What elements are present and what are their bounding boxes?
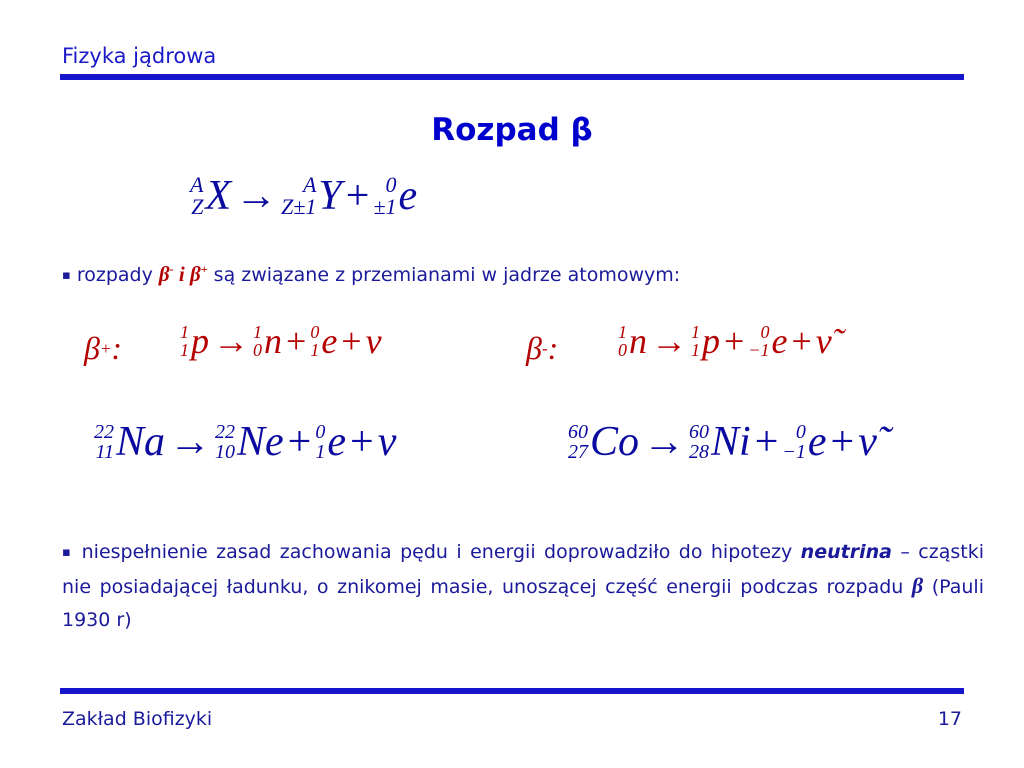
arrow: →	[643, 419, 686, 465]
particle-electron	[748, 320, 787, 362]
atomic-number: Z	[191, 194, 204, 219]
arrow: →	[651, 321, 687, 361]
beta-sign: -	[169, 262, 174, 276]
beta-symbol: β	[158, 262, 170, 286]
atomic-number: −1	[748, 340, 770, 360]
mass-number: 22	[94, 421, 114, 443]
beta-symbol: β	[526, 330, 542, 366]
element-symbol: X	[205, 173, 232, 219]
mass-number: 22	[215, 421, 236, 443]
plus-sign: +	[286, 321, 307, 361]
particle-symbol: p	[702, 321, 720, 361]
atomic-number: 0	[618, 340, 627, 360]
atomic-number: 1	[180, 340, 189, 360]
element-symbol: Co	[590, 419, 640, 465]
nuclide-co	[568, 418, 639, 466]
neutrino-symbol: ν	[365, 321, 382, 361]
particle-symbol: e	[398, 173, 418, 219]
footer-divider	[60, 688, 964, 694]
particle-electron	[782, 418, 826, 466]
plus-sign: +	[724, 321, 745, 361]
bullet-text: rozpady	[76, 264, 159, 286]
element-symbol: Ni	[711, 419, 751, 465]
colon: :	[111, 330, 123, 366]
particle-positron	[315, 418, 346, 466]
atomic-number: −1	[782, 441, 806, 463]
atomic-number: 0	[253, 340, 262, 360]
plus-sign: +	[791, 321, 812, 361]
beta-minus-label	[526, 330, 558, 367]
atomic-number: 1	[691, 340, 700, 360]
beta-symbol: β	[190, 262, 201, 286]
nuclide-neutron	[618, 320, 647, 362]
beta-plus-label	[84, 330, 122, 367]
mass-number: 1	[618, 322, 627, 342]
beta-sign: +	[200, 262, 208, 276]
atomic-number: 11	[95, 441, 114, 463]
particle-symbol: e	[321, 321, 338, 361]
cobalt-decay-equation	[568, 418, 877, 466]
bullet-marker: ▪	[62, 268, 71, 283]
particle-symbol: n	[264, 321, 282, 361]
general-equation	[190, 172, 417, 220]
atomic-number: 1	[310, 340, 320, 360]
plus-sign: +	[345, 173, 370, 219]
element-symbol: Y	[318, 173, 342, 219]
paragraph-text: niespełnienie zasad zachowania pędu i energii doprowadziło do hipotezy	[81, 541, 801, 563]
mass-number: A	[190, 172, 204, 197]
colon: :	[547, 330, 559, 366]
header-divider	[60, 74, 964, 80]
mass-number: 0	[795, 421, 806, 443]
plus-sign: +	[350, 419, 374, 465]
neutrino-term: neutrina	[800, 541, 892, 563]
atomic-number: Z±1	[281, 194, 317, 219]
atomic-number: 1	[315, 441, 326, 463]
antineutrino-symbol: ν̃	[815, 321, 832, 361]
slide-title: Rozpad β	[431, 112, 593, 148]
paragraph-text: – cząstki nie posiadającej ładunku, o znikomej masie, unoszącej część energii podczas rozpadu	[62, 541, 984, 598]
atomic-number: 27	[568, 441, 588, 463]
nuclide-neutron	[253, 320, 282, 362]
nuclide-y	[281, 172, 342, 220]
bullet-text: są związane z przemianami w jadrze atomowym:	[207, 264, 681, 286]
nuclide-x	[190, 172, 231, 220]
nuclide-ne	[215, 418, 284, 466]
plus-sign: +	[754, 419, 779, 465]
particle-symbol: e	[807, 419, 827, 465]
antineutrino-symbol: ν̃	[858, 419, 877, 465]
element-symbol: Ne	[237, 419, 284, 465]
beta-symbol: β	[911, 573, 924, 598]
mass-number: 0	[385, 172, 397, 197]
arrow: →	[213, 321, 249, 361]
particle-symbol: e	[771, 321, 788, 361]
mass-number: 0	[315, 421, 326, 443]
beta-sign: -	[541, 338, 548, 358]
arrow: →	[235, 173, 278, 219]
beta-plus-equation	[180, 320, 382, 362]
atomic-number: ±1	[373, 194, 397, 219]
plus-sign: +	[287, 419, 312, 465]
neutrino-symbol: ν	[377, 419, 397, 465]
particle-symbol: n	[629, 321, 647, 361]
header-title: Fizyka jądrowa	[62, 44, 217, 68]
mass-number: 0	[310, 322, 320, 342]
plus-sign: +	[341, 321, 362, 361]
mass-number: 1	[180, 322, 189, 342]
page-number: 17	[937, 708, 962, 730]
atomic-number: 28	[689, 441, 710, 463]
mass-number: 60	[568, 421, 588, 443]
nuclide-na	[94, 418, 165, 466]
bullet-neutrino-hypothesis	[62, 536, 984, 637]
conjunction: i	[173, 262, 191, 286]
bullet-decay-types	[62, 262, 680, 287]
plus-sign: +	[830, 419, 855, 465]
particle-positron	[310, 320, 337, 362]
bullet-marker: ▪	[62, 545, 74, 560]
particle-symbol: p	[191, 321, 209, 361]
nuclide-proton	[691, 320, 720, 362]
arrow: →	[169, 419, 212, 465]
nuclide-proton	[180, 320, 209, 362]
beta-minus-equation	[618, 320, 832, 362]
mass-number: 0	[760, 322, 770, 342]
sodium-decay-equation	[94, 418, 396, 466]
paragraph-text: (Pauli 1930 r)	[62, 576, 984, 631]
mass-number: A	[302, 172, 317, 197]
beta-sign: +	[99, 338, 112, 358]
mass-number: 60	[689, 421, 710, 443]
mass-number: 1	[253, 322, 262, 342]
element-symbol: Na	[116, 419, 166, 465]
atomic-number: 10	[215, 441, 236, 463]
footer-department: Zakład Biofizyki	[62, 708, 213, 730]
particle-e	[373, 172, 417, 220]
particle-symbol: e	[327, 419, 347, 465]
mass-number: 1	[691, 322, 700, 342]
nuclide-ni	[689, 418, 751, 466]
beta-symbol: β	[84, 330, 100, 366]
